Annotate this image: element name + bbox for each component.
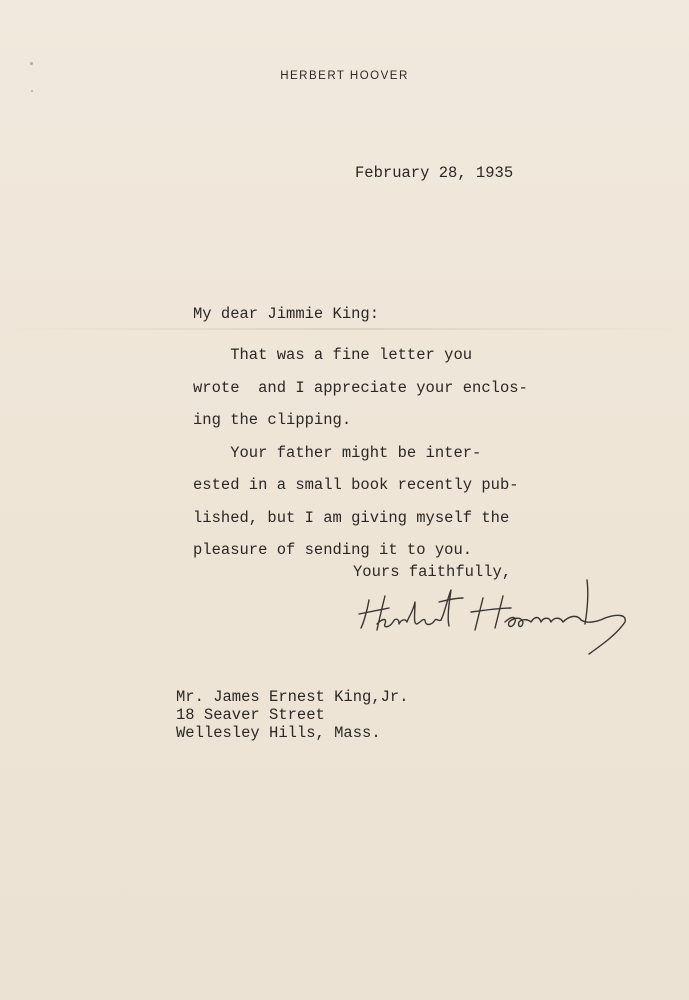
body-line: wrote and I appreciate your enclos- (193, 378, 528, 397)
address-line: Wellesley Hills, Mass. (176, 724, 381, 742)
letter-date: February 28, 1935 (355, 164, 514, 182)
body-line: ing the clipping. (193, 411, 352, 429)
address-line: 18 Seaver Street (176, 706, 325, 724)
salutation: My dear Jimmie King: (193, 305, 380, 323)
letterhead: HERBERT HOOVER (280, 70, 409, 82)
body-line: lished, but I am giving myself the (193, 508, 510, 527)
paper-speck (31, 90, 33, 92)
body-line: That was a fine letter you (193, 346, 473, 364)
body-line: Your father might be inter- (193, 443, 482, 462)
paper-fold-line (0, 328, 689, 330)
recipient-address (176, 688, 409, 742)
handwritten-signature (355, 572, 655, 672)
closing: Yours faithfully, (353, 563, 512, 581)
body-line: ested in a small book recently pub- (193, 476, 519, 494)
paper-speck (30, 62, 33, 65)
letter-body (193, 339, 528, 567)
body-line: pleasure of sending it to you. (193, 541, 473, 559)
address-line: Mr. James Ernest King,Jr. (176, 688, 409, 706)
